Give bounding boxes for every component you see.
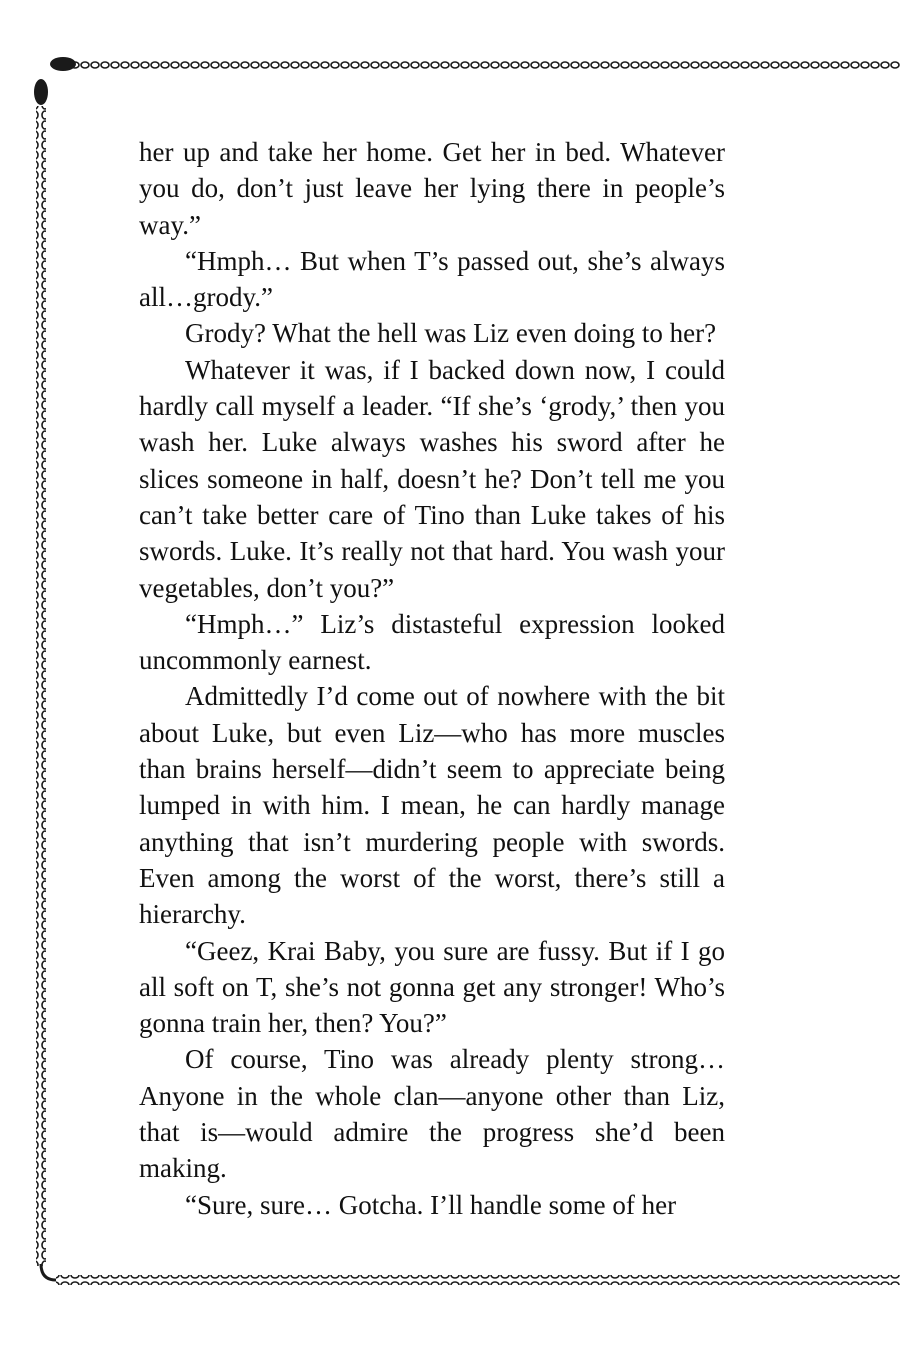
paragraph-3: Grody? What the hell was Liz even doing to her? xyxy=(185,318,717,349)
chain-top-left-lock xyxy=(50,57,76,71)
paragraph-5: “Hmph…” Liz’s distasteful expression looked uncommonly earnest. xyxy=(139,608,725,676)
chain-top xyxy=(72,59,900,69)
paragraph-4: Whatever it was, if I backed down now, I could hardly call myself a leader. “If she’s ‘grody,’ then you wash her. Luke always washes his sword after he slices someone in half, doesn’t he? Don’t tell me you can’t take better care of Tino than Luke takes of his swords. Luke. It’s really not that hard. You wash your vegetables, don’t you?” xyxy=(139,354,725,603)
paragraph-8: Of course, Tino was already plenty strong… Anyone in the whole clan—anyone other than Liz, that is—would admire the progress she’d been making. xyxy=(139,1044,725,1184)
chain-top-left-lock-side xyxy=(34,79,48,105)
paragraph-7: “Geez, Krai Baby, you sure are fussy. But if I go all soft on T, she’s not gonna get any stronger! Who’s gonna train her, then? You?” xyxy=(139,935,725,1039)
paragraph-9: “Sure, sure… Gotcha. I’ll handle some of her xyxy=(185,1189,677,1220)
chain-bottom xyxy=(56,1275,900,1285)
paragraph-2: “Hmph… But when T’s passed out, she’s always all…grody.” xyxy=(139,245,725,313)
paragraph-1: her up and take her home. Get her in bed. Whatever you do, don’t just leave her lying there in people’s way.” xyxy=(139,137,725,240)
chain-left xyxy=(36,106,46,1266)
paragraph-6: Admittedly I’d come out of nowhere with the bit about Luke, but even Liz—who has more muscles than brains herself—didn’t seem to appreciate being lumped in with him. I mean, he can hardly manage anything that isn’t murdering people with swords. Even among the worst of the worst, there’s still a hierarchy. xyxy=(139,681,725,930)
chain-bottom-left-curve xyxy=(41,1264,56,1280)
page-text xyxy=(139,134,725,1223)
